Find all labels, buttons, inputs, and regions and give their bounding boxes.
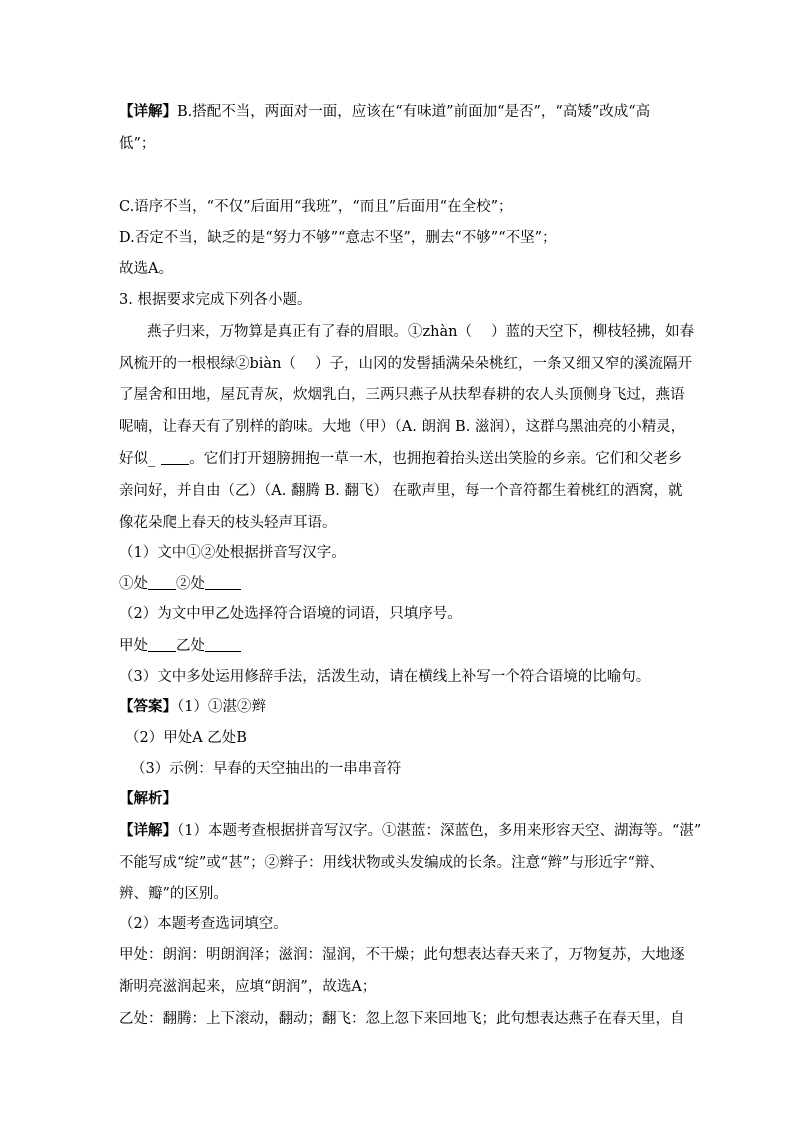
passage-line: 好似_ 。它们打开翅膀拥抱一草一木，也拥抱着抬头送出笑脸的乡亲。它们和父老乡 [119, 451, 683, 467]
explanation-line: D.否定不当，缺乏的是“努力不够”“意志不坚”，删去“不够”“不坚”； [119, 230, 557, 246]
subquestion: （1）文中①②处根据拼音写汉字。 [119, 545, 346, 561]
passage-line: 亲问好，并自由（乙）（A. 翻腾 B. 翻飞） 在歌声里，每一个音符都生着桃红的酒窝，就 [119, 483, 683, 499]
fill-blank [148, 575, 176, 590]
fill-blank [148, 637, 176, 652]
conclusion-line: 故选A。 [119, 261, 173, 277]
detail-line: 甲处：朗润：明朗润泽；滋润：湿润，不干燥；此句想表达春天来了，万物复苏，大地逐 [119, 947, 685, 963]
detail-line: 渐明亮滋润起来，应填“朗润”，故选A； [119, 979, 377, 995]
question-heading: 3. 根据要求完成下列各小题。 [119, 292, 312, 308]
explanation-line: C.语序不当，“不仅”后面用“我班”，“而且”后面用“在全校”； [119, 199, 513, 215]
detail-line: 不能写成“绽”或“甚”；②辫子：用线状物或头发编成的长条。注意“辫”与形近字“辩、 [119, 855, 664, 871]
answer-blank-line: ①处 ②处 [119, 574, 241, 594]
passage-line: 了屋舍和田地，屋瓦青灰，炊烟乳白，三两只燕子从扶犁春耕的农人头顶侧身飞过，燕语 [119, 387, 685, 403]
answer-blank-line: 甲处 乙处 [119, 636, 241, 656]
answer-tag: 【答案】 [119, 698, 177, 715]
detail-line: 【详解】（1）本题考查根据拼音写汉字。①湛蓝：深蓝色，多用来形容天空、湖海等。“湛” [119, 822, 702, 839]
explanation-line: 低”； [119, 136, 156, 152]
fill-blank [205, 637, 241, 652]
detail-tag: 【详解】 [119, 103, 177, 120]
subquestion: （3）文中多处运用修辞手法，活泼生动，请在横线上补写一个符合语境的比喻句。 [119, 669, 651, 685]
passage-line: 呢喃，让春天有了别样的韵味。大地（甲）（A. 朗润 B. 滋润），这群乌黑油亮的小精灵， [119, 419, 686, 435]
answer-line: （3）示例：早春的天空抽出的一串串音符 [131, 761, 402, 777]
detail-line: （2）本题考查选词填空。 [119, 916, 288, 932]
detail-tag: 【详解】 [119, 822, 177, 839]
fill-blank [205, 575, 241, 590]
detail-line: 辨、瓣”的区别。 [119, 886, 228, 902]
answer-line: 【答案】（1）①湛②辫 [119, 698, 266, 715]
detail-line: 乙处：翻腾：上下滚动，翻动；翻飞：忽上忽下来回地飞；此句想表达燕子在春天里，自 [119, 1011, 685, 1027]
passage-line: 燕子归来，万物算是真正有了春的眉眼。①zhàn（ ）蓝的天空下，柳枝轻拂，如春 [147, 324, 695, 340]
passage-line: 像花朵爬上春天的枝头轻声耳语。 [119, 515, 337, 531]
fill-blank [161, 450, 189, 465]
answer-line: （2）甲处A 乙处B [125, 730, 247, 746]
explanation-line: 【详解】B.搭配不当，两面对一面，应该在“有味道”前面加“是否”，“高矮”改成“高 [119, 103, 651, 120]
analysis-tag: 【解析】 [119, 790, 177, 807]
passage-line: 风梳开的一根根绿②biàn（ ）子，山冈的发髻插满朵朵桃红，一条又细又窄的溪流隔开 [119, 356, 693, 372]
subquestion: （2）为文中甲乙处选择符合语境的词语，只填序号。 [119, 606, 462, 622]
